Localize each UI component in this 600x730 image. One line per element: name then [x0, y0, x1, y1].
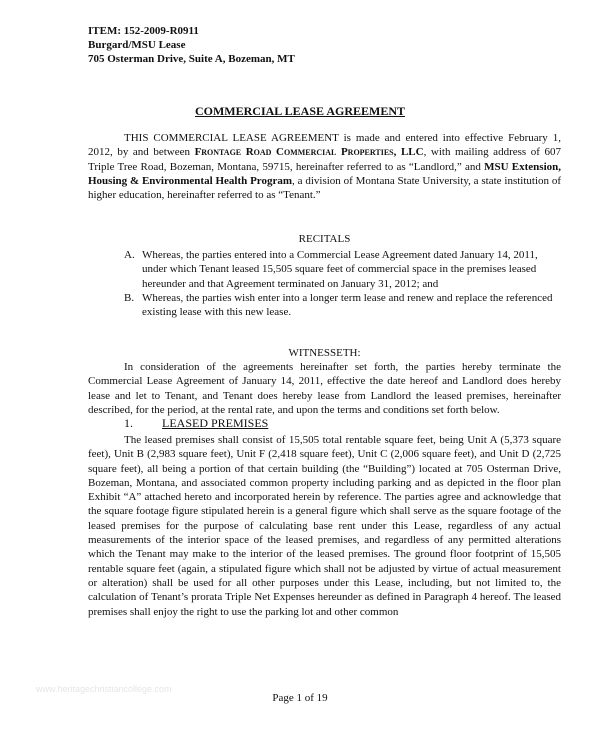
recitals-heading: RECITALS — [298, 233, 351, 245]
section-number: 1. — [124, 416, 133, 430]
intro-text-2: , with mailing address of 607 Triple Tree Road, Bozeman, Montana, 59715, hereinafter referred to as “Landlord,” and — [88, 146, 561, 173]
landlord-name: Frontage Road Commercial Properties, LLC — [194, 146, 424, 159]
intro-paragraph — [88, 131, 561, 202]
document-title: COMMERCIAL LEASE AGREEMENT — [194, 104, 406, 118]
document-header — [88, 24, 295, 66]
recitals-list — [88, 248, 561, 319]
witnesseth-heading: WITNESSETH: — [288, 347, 361, 359]
recital-item — [88, 291, 561, 320]
recital-text: Whereas, the parties wish enter into a longer term lease and renew and replace the referenced existing lease with this new lease. — [142, 291, 553, 319]
section-heading — [124, 416, 268, 431]
lease-name: Burgard/MSU Lease — [88, 39, 186, 51]
tenant-name: MSU Extension, Housing & Environmental Health Program — [88, 160, 561, 187]
recital-marker: A. — [124, 249, 135, 261]
witnesseth-paragraph: In consideration of the agreements hereinafter set forth, the parties hereby terminate the Commercial Lease Agreement of January 14, 2011, effective the date hereof and Landlord does hereby lease and let to Tenant, and Tenant does hereby lease from Landlord the leased premises, hereinafter described, for the period, at the rental rate, and upon the terms and conditions set forth below. — [88, 361, 561, 416]
property-address: 705 Osterman Drive, Suite A, Bozeman, MT — [88, 53, 295, 65]
item-number: ITEM: 152-2009-R0911 — [88, 25, 199, 37]
watermark: www.heritagechristiancollege.com — [36, 684, 172, 694]
section-title: LEASED PREMISES — [162, 416, 269, 430]
page-number: Page 1 of 19 — [272, 692, 328, 704]
recital-item — [88, 248, 561, 291]
intro-text-3: , a division of Montana State University, a state institution of higher education, hereinafter referred to as “Tenant.” — [88, 174, 561, 202]
recital-marker: B. — [124, 291, 135, 304]
section-paragraph: The leased premises shall consist of 15,505 total rentable square feet, being Unit A (5,373 square feet), Unit B (2,983 square feet), Unit F (2,418 square feet), Unit C (2,006 square feet), and Unit D (2,725 square feet), all being a portion of that certain building (the “Building”) located at 705 Osterman Drive, Bozeman, Montana, and associated common property including parking and as depicted in the floor plan Exhibit “A” attached hereto and incorporated herein by reference. The parties agree and acknowledge that the square footage figure stipulated herein is a general figure which shall serve as the square footage of the leased premises for the purpose of calculating base rent under this Lease, regardless of any actual measurements of the interior space of the leased premises, and regardless of any permitted alterations which the Tenant may make to the interior of the leased premises. The ground floor footprint of 15,505 rentable square feet (again, a stipulated figure which shall not be adjusted by virtue of actual measurement or alteration) shall be used for all other purposes under this Lease, including, but not limited to, the calculation of Tenant’s prorata Triple Net Expenses hereunder as defined in Paragraph 4 hereof. The leased premises shall enjoy the right to use the parking lot and other common — [88, 434, 561, 618]
recital-text: Whereas, the parties entered into a Commercial Lease Agreement dated January 14, 2011, under which Tenant leased 15,505 square feet of commercial space in the premises leased hereunder and that Agreement terminated on January 31, 2012; and — [142, 249, 538, 290]
intro-text-1: THIS COMMERCIAL LEASE AGREEMENT is made and entered into effective February 1, 2012, by and between — [88, 132, 561, 159]
